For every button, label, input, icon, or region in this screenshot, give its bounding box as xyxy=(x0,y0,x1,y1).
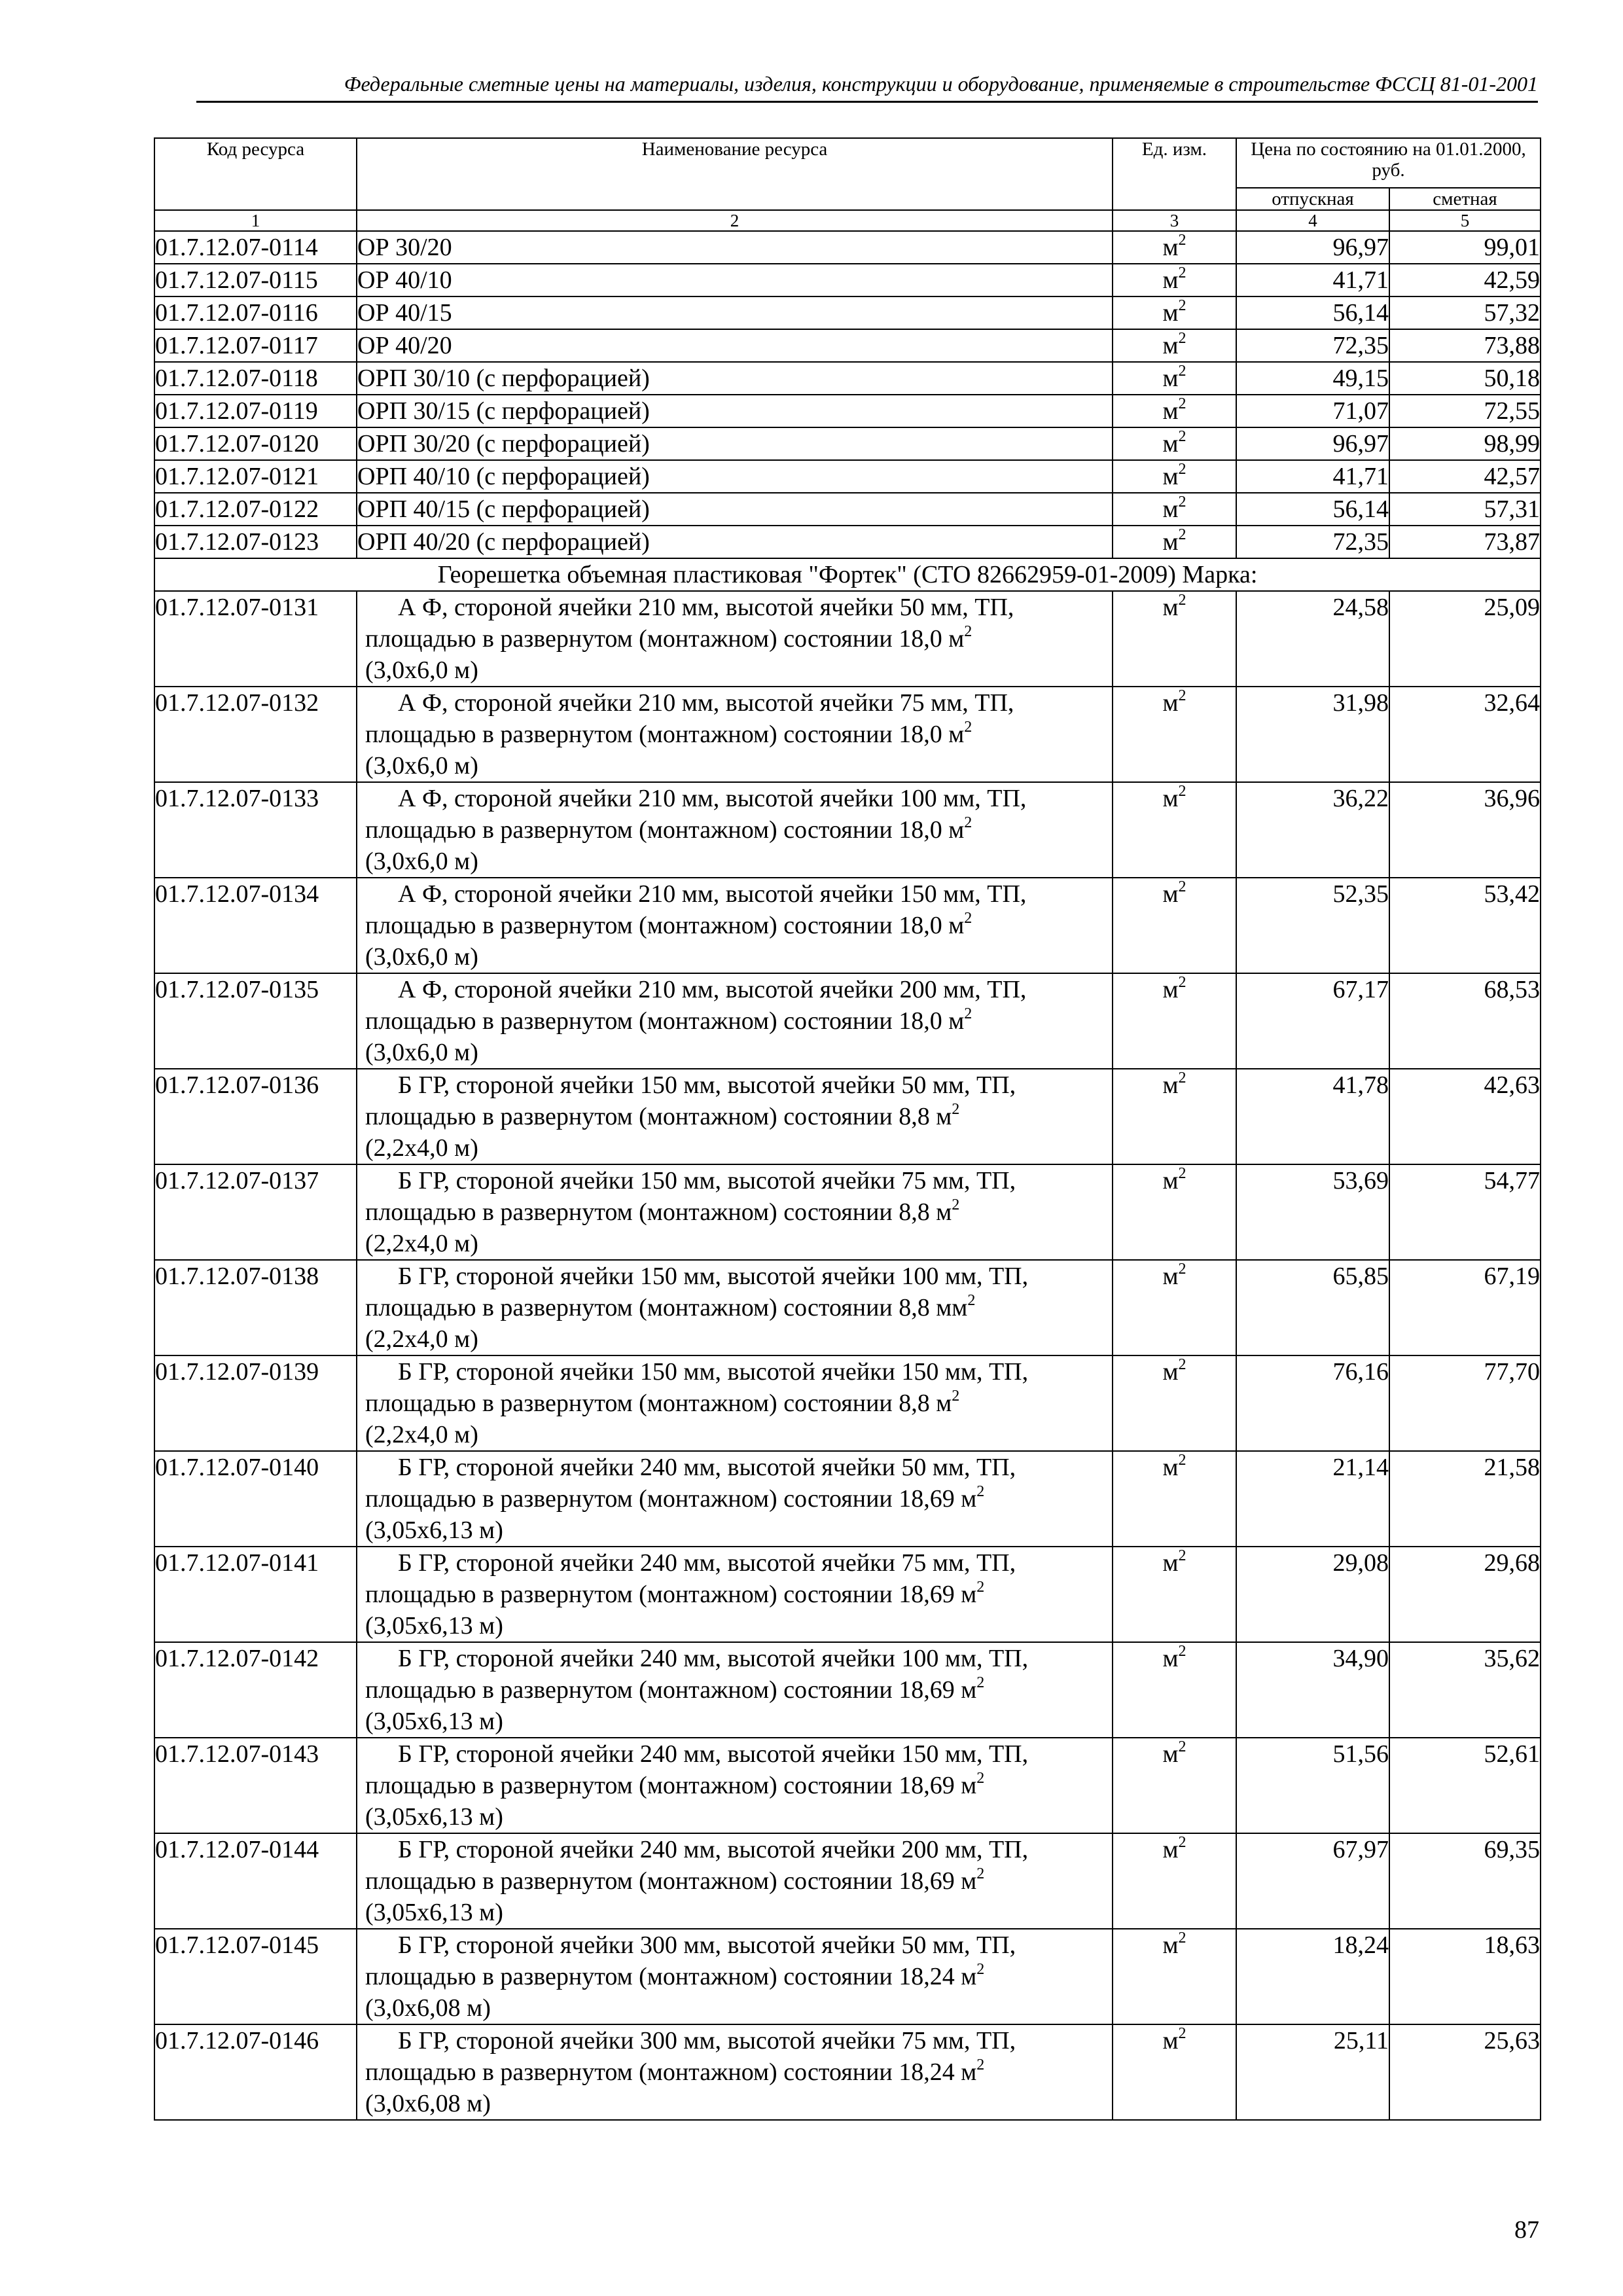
area-superscript: 2 xyxy=(964,719,972,736)
resource-code: 01.7.12.07-0123 xyxy=(154,526,357,558)
price-estimate: 73,87 xyxy=(1389,526,1541,558)
resource-code: 01.7.12.07-0142 xyxy=(154,1642,357,1738)
resource-name-text: Б ГР, стороной ячейки 300 мм, высотой ячейки 75 мм, ТП, площадью в развернутом (монтажном) состоянии 18,24 м xyxy=(365,2027,1016,2086)
table-row xyxy=(154,1164,1541,1260)
price-estimate: 98,99 xyxy=(1389,427,1541,460)
price-estimate: 25,09 xyxy=(1389,591,1541,687)
resource-dimensions: (3,0х6,0 м) xyxy=(365,656,478,684)
resource-code: 01.7.12.07-0122 xyxy=(154,493,357,526)
area-superscript: 2 xyxy=(976,1579,985,1596)
resource-code: 01.7.12.07-0139 xyxy=(154,1355,357,1451)
table-row xyxy=(154,1547,1541,1642)
price-estimate: 52,61 xyxy=(1389,1738,1541,1833)
resource-name: ОРП 30/20 (с перфорацией) xyxy=(357,427,1113,460)
price-release: 76,16 xyxy=(1236,1355,1389,1451)
price-estimate: 67,19 xyxy=(1389,1260,1541,1355)
price-estimate: 57,32 xyxy=(1389,296,1541,329)
unit-superscript: 2 xyxy=(1178,1834,1186,1852)
unit-cell xyxy=(1113,427,1236,460)
unit-text: м xyxy=(1162,495,1179,523)
resource-code: 01.7.12.07-0135 xyxy=(154,973,357,1069)
unit-superscript: 2 xyxy=(1178,974,1186,992)
resource-code: 01.7.12.07-0143 xyxy=(154,1738,357,1833)
price-estimate: 54,77 xyxy=(1389,1164,1541,1260)
resource-dimensions: (3,05х6,13 м) xyxy=(365,1708,503,1735)
unit-cell xyxy=(1113,493,1236,526)
area-superscript: 2 xyxy=(964,910,972,927)
column-index: 2 xyxy=(357,210,1113,231)
resource-code: 01.7.12.07-0133 xyxy=(154,782,357,878)
price-estimate: 32,64 xyxy=(1389,687,1541,782)
resource-dimensions: (3,05х6,13 м) xyxy=(365,1803,503,1831)
column-index: 3 xyxy=(1113,210,1236,231)
area-superscript: 2 xyxy=(964,814,972,832)
unit-text: м xyxy=(1162,528,1179,556)
area-superscript: 2 xyxy=(952,1101,960,1119)
resource-name: ОРП 30/15 (с перфорацией) xyxy=(357,395,1113,427)
unit-cell xyxy=(1113,2024,1236,2120)
price-release: 21,14 xyxy=(1236,1451,1389,1547)
price-release: 31,98 xyxy=(1236,687,1389,782)
resource-name-text: Б ГР, стороной ячейки 150 мм, высотой ячейки 50 мм, ТП, площадью в развернутом (монтажном) состоянии 8,8 м xyxy=(365,1071,1016,1130)
unit-text: м xyxy=(1162,2027,1179,2054)
resource-name xyxy=(357,1642,1113,1738)
price-release: 72,35 xyxy=(1236,526,1389,558)
resource-name-text: Б ГР, стороной ячейки 150 мм, высотой ячейки 150 мм, ТП, площадью в развернутом (монтажном) состоянии 8,8 м xyxy=(365,1358,1029,1417)
resource-name xyxy=(357,591,1113,687)
resource-name: ОР 40/15 xyxy=(357,296,1113,329)
area-superscript: 2 xyxy=(964,1005,972,1023)
price-release: 67,97 xyxy=(1236,1833,1389,1929)
table-row xyxy=(154,427,1541,460)
resource-name xyxy=(357,1355,1113,1451)
price-estimate: 25,63 xyxy=(1389,2024,1541,2120)
resource-name xyxy=(357,1260,1113,1355)
price-release: 49,15 xyxy=(1236,362,1389,395)
resource-name xyxy=(357,1738,1113,1833)
unit-cell xyxy=(1113,1547,1236,1642)
resource-dimensions: (3,0х6,0 м) xyxy=(365,943,478,971)
unit-superscript: 2 xyxy=(1178,592,1186,609)
unit-cell xyxy=(1113,362,1236,395)
unit-cell xyxy=(1113,1738,1236,1833)
table-row xyxy=(154,1451,1541,1547)
price-release: 29,08 xyxy=(1236,1547,1389,1642)
price-estimate: 53,42 xyxy=(1389,878,1541,973)
resource-dimensions: (3,05х6,13 м) xyxy=(365,1899,503,1926)
unit-superscript: 2 xyxy=(1178,2025,1186,2043)
resource-dimensions: (2,2х4,0 м) xyxy=(365,1134,478,1162)
unit-cell xyxy=(1113,329,1236,362)
resource-code: 01.7.12.07-0115 xyxy=(154,264,357,296)
area-superscript: 2 xyxy=(976,1483,985,1501)
price-estimate: 72,55 xyxy=(1389,395,1541,427)
resource-name xyxy=(357,1069,1113,1164)
page-number: 87 xyxy=(1514,2216,1539,2244)
col-header-name: Наименование ресурса xyxy=(357,138,1113,210)
price-release: 96,97 xyxy=(1236,427,1389,460)
price-estimate: 57,31 xyxy=(1389,493,1541,526)
table-row xyxy=(154,526,1541,558)
table-row xyxy=(154,591,1541,687)
unit-text: м xyxy=(1162,1358,1179,1386)
unit-cell xyxy=(1113,1929,1236,2024)
table-row xyxy=(154,493,1541,526)
resource-code: 01.7.12.07-0145 xyxy=(154,1929,357,2024)
resource-code: 01.7.12.07-0116 xyxy=(154,296,357,329)
price-estimate: 50,18 xyxy=(1389,362,1541,395)
unit-superscript: 2 xyxy=(1178,1738,1186,1756)
unit-cell xyxy=(1113,591,1236,687)
resource-code: 01.7.12.07-0146 xyxy=(154,2024,357,2120)
resource-name-text: А Ф, стороной ячейки 210 мм, высотой ячейки 100 мм, ТП, площадью в развернутом (монтажном) состоянии 18,0 м xyxy=(365,785,1027,844)
column-index: 5 xyxy=(1389,210,1541,231)
unit-text: м xyxy=(1162,430,1179,457)
unit-superscript: 2 xyxy=(1178,1547,1186,1565)
unit-cell xyxy=(1113,395,1236,427)
resource-code: 01.7.12.07-0119 xyxy=(154,395,357,427)
price-estimate: 29,68 xyxy=(1389,1547,1541,1642)
unit-cell xyxy=(1113,460,1236,493)
resource-name xyxy=(357,782,1113,878)
resource-dimensions: (2,2х4,0 м) xyxy=(365,1421,478,1448)
resource-name-text: Б ГР, стороной ячейки 240 мм, высотой ячейки 50 мм, ТП, площадью в развернутом (монтажном) состоянии 18,69 м xyxy=(365,1454,1016,1513)
unit-text: м xyxy=(1162,1645,1179,1672)
price-release: 34,90 xyxy=(1236,1642,1389,1738)
price-release: 51,56 xyxy=(1236,1738,1389,1833)
unit-text: м xyxy=(1162,880,1179,908)
unit-cell xyxy=(1113,878,1236,973)
resource-name-text: Б ГР, стороной ячейки 150 мм, высотой ячейки 75 мм, ТП, площадью в развернутом (монтажном) состоянии 8,8 м xyxy=(365,1167,1016,1226)
resource-name xyxy=(357,1833,1113,1929)
section-row xyxy=(154,558,1541,591)
resource-code: 01.7.12.07-0121 xyxy=(154,460,357,493)
area-superscript: 2 xyxy=(976,1961,985,1979)
resource-name xyxy=(357,1451,1113,1547)
resource-code: 01.7.12.07-0138 xyxy=(154,1260,357,1355)
resource-name-text: Б ГР, стороной ячейки 150 мм, высотой ячейки 100 мм, ТП, площадью в развернутом (монтажном) состоянии 8,8 мм xyxy=(365,1263,1029,1321)
unit-cell xyxy=(1113,264,1236,296)
running-header: Федеральные сметные цены на материалы, изделия, конструкции и оборудование, применяемые в строительстве ФССЦ 81-01-2001 xyxy=(344,72,1538,96)
unit-superscript: 2 xyxy=(1178,1643,1186,1660)
unit-text: м xyxy=(1162,397,1179,425)
resource-dimensions: (3,0х6,08 м) xyxy=(365,1994,491,2022)
table-row xyxy=(154,296,1541,329)
resource-code: 01.7.12.07-0140 xyxy=(154,1451,357,1547)
price-release: 36,22 xyxy=(1236,782,1389,878)
table-row xyxy=(154,878,1541,973)
resource-name xyxy=(357,1547,1113,1642)
resource-name-text: Б ГР, стороной ячейки 240 мм, высотой ячейки 200 мм, ТП, площадью в развернутом (монтажном) состоянии 18,69 м xyxy=(365,1836,1029,1895)
unit-text: м xyxy=(1162,1454,1179,1481)
resource-code: 01.7.12.07-0117 xyxy=(154,329,357,362)
resource-code: 01.7.12.07-0134 xyxy=(154,878,357,973)
resource-name: ОРП 30/10 (с перфорацией) xyxy=(357,362,1113,395)
resource-dimensions: (3,0х6,08 м) xyxy=(365,2090,491,2117)
col-header-price-release: отпускная xyxy=(1236,188,1389,210)
price-estimate: 68,53 xyxy=(1389,973,1541,1069)
area-superscript: 2 xyxy=(976,1674,985,1692)
price-release: 56,14 xyxy=(1236,296,1389,329)
unit-superscript: 2 xyxy=(1178,1261,1186,1278)
price-release: 41,71 xyxy=(1236,460,1389,493)
resource-name-text: А Ф, стороной ячейки 210 мм, высотой ячейки 75 мм, ТП, площадью в развернутом (монтажном) состоянии 18,0 м xyxy=(365,689,1014,748)
unit-text: м xyxy=(1162,1931,1179,1959)
resource-code: 01.7.12.07-0136 xyxy=(154,1069,357,1164)
unit-text: м xyxy=(1162,1263,1179,1290)
resource-name xyxy=(357,2024,1113,2120)
resource-code: 01.7.12.07-0144 xyxy=(154,1833,357,1929)
unit-text: м xyxy=(1162,1071,1179,1099)
section-title: Георешетка объемная пластиковая "Фортек" (СТО 82662959-01-2009) Марка: xyxy=(154,558,1541,591)
resource-name: ОРП 40/20 (с перфорацией) xyxy=(357,526,1113,558)
unit-text: м xyxy=(1162,594,1179,621)
unit-text: м xyxy=(1162,234,1179,261)
resource-name: ОР 30/20 xyxy=(357,231,1113,264)
area-superscript: 2 xyxy=(952,1196,960,1214)
price-release: 52,35 xyxy=(1236,878,1389,973)
unit-superscript: 2 xyxy=(1178,878,1186,896)
resource-name-text: А Ф, стороной ячейки 210 мм, высотой ячейки 150 мм, ТП, площадью в развернутом (монтажном) состоянии 18,0 м xyxy=(365,880,1027,939)
price-estimate: 18,63 xyxy=(1389,1929,1541,2024)
unit-cell xyxy=(1113,1451,1236,1547)
table-row xyxy=(154,264,1541,296)
unit-superscript: 2 xyxy=(1178,461,1186,478)
unit-cell xyxy=(1113,1355,1236,1451)
unit-superscript: 2 xyxy=(1178,330,1186,348)
unit-cell xyxy=(1113,1833,1236,1929)
resource-dimensions: (2,2х4,0 м) xyxy=(365,1230,478,1257)
unit-text: м xyxy=(1162,463,1179,490)
resource-code: 01.7.12.07-0132 xyxy=(154,687,357,782)
price-estimate: 21,58 xyxy=(1389,1451,1541,1547)
resource-name xyxy=(357,878,1113,973)
unit-cell xyxy=(1113,1260,1236,1355)
table-row xyxy=(154,973,1541,1069)
unit-cell xyxy=(1113,296,1236,329)
unit-superscript: 2 xyxy=(1178,428,1186,446)
unit-text: м xyxy=(1162,365,1179,392)
price-estimate: 35,62 xyxy=(1389,1642,1541,1738)
unit-superscript: 2 xyxy=(1178,526,1186,544)
col-header-price-group: Цена по состоянию на 01.01.2000, руб. xyxy=(1236,138,1541,188)
unit-superscript: 2 xyxy=(1178,297,1186,315)
price-release: 53,69 xyxy=(1236,1164,1389,1260)
price-release: 25,11 xyxy=(1236,2024,1389,2120)
resource-code: 01.7.12.07-0141 xyxy=(154,1547,357,1642)
price-estimate: 69,35 xyxy=(1389,1833,1541,1929)
table-row xyxy=(154,231,1541,264)
price-release: 24,58 xyxy=(1236,591,1389,687)
resource-dimensions: (3,05х6,13 м) xyxy=(365,1612,503,1640)
area-superscript: 2 xyxy=(964,623,972,641)
resource-code: 01.7.12.07-0118 xyxy=(154,362,357,395)
resource-dimensions: (3,0х6,0 м) xyxy=(365,848,478,875)
unit-superscript: 2 xyxy=(1178,232,1186,249)
resource-name xyxy=(357,1929,1113,2024)
table-row xyxy=(154,1642,1541,1738)
resource-name: ОР 40/20 xyxy=(357,329,1113,362)
unit-text: м xyxy=(1162,299,1179,327)
table-row xyxy=(154,1355,1541,1451)
table-row xyxy=(154,1929,1541,2024)
unit-text: м xyxy=(1162,1740,1179,1768)
price-release: 71,07 xyxy=(1236,395,1389,427)
price-release: 41,71 xyxy=(1236,264,1389,296)
resource-code: 01.7.12.07-0137 xyxy=(154,1164,357,1260)
price-estimate: 73,88 xyxy=(1389,329,1541,362)
unit-text: м xyxy=(1162,1167,1179,1194)
price-release: 18,24 xyxy=(1236,1929,1389,2024)
column-index-row xyxy=(154,210,1541,231)
col-header-code: Код ресурса xyxy=(154,138,357,210)
unit-superscript: 2 xyxy=(1178,264,1186,282)
table-row xyxy=(154,460,1541,493)
resource-code: 01.7.12.07-0114 xyxy=(154,231,357,264)
unit-text: м xyxy=(1162,1836,1179,1863)
col-header-unit: Ед. изм. xyxy=(1113,138,1236,210)
price-release: 67,17 xyxy=(1236,973,1389,1069)
price-estimate: 36,96 xyxy=(1389,782,1541,878)
table-row xyxy=(154,1069,1541,1164)
unit-superscript: 2 xyxy=(1178,1069,1186,1087)
unit-cell xyxy=(1113,1164,1236,1260)
area-superscript: 2 xyxy=(976,1865,985,1883)
area-superscript: 2 xyxy=(976,2056,985,2074)
table-row xyxy=(154,687,1541,782)
price-release: 56,14 xyxy=(1236,493,1389,526)
price-release: 72,35 xyxy=(1236,329,1389,362)
unit-cell xyxy=(1113,1642,1236,1738)
area-superscript: 2 xyxy=(952,1388,960,1405)
unit-text: м xyxy=(1162,266,1179,294)
unit-text: м xyxy=(1162,332,1179,359)
column-index: 1 xyxy=(154,210,357,231)
unit-text: м xyxy=(1162,1549,1179,1577)
unit-text: м xyxy=(1162,689,1179,717)
table-row xyxy=(154,1260,1541,1355)
price-release: 96,97 xyxy=(1236,231,1389,264)
unit-superscript: 2 xyxy=(1178,1929,1186,1947)
unit-cell xyxy=(1113,687,1236,782)
table-row xyxy=(154,395,1541,427)
price-estimate: 77,70 xyxy=(1389,1355,1541,1451)
price-estimate: 42,63 xyxy=(1389,1069,1541,1164)
table-row xyxy=(154,362,1541,395)
price-table xyxy=(154,137,1541,2121)
resource-code: 01.7.12.07-0131 xyxy=(154,591,357,687)
unit-cell xyxy=(1113,973,1236,1069)
resource-code: 01.7.12.07-0120 xyxy=(154,427,357,460)
col-header-price-estimate: сметная xyxy=(1389,188,1541,210)
resource-name-text: А Ф, стороной ячейки 210 мм, высотой ячейки 50 мм, ТП, площадью в развернутом (монтажном) состоянии 18,0 м xyxy=(365,594,1014,653)
column-index: 4 xyxy=(1236,210,1389,231)
table-row xyxy=(154,1738,1541,1833)
resource-name-text: Б ГР, стороной ячейки 240 мм, высотой ячейки 100 мм, ТП, площадью в развернутом (монтажном) состоянии 18,69 м xyxy=(365,1645,1029,1704)
unit-superscript: 2 xyxy=(1178,687,1186,705)
resource-name-text: Б ГР, стороной ячейки 240 мм, высотой ячейки 150 мм, ТП, площадью в развернутом (монтажном) состоянии 18,69 м xyxy=(365,1740,1029,1799)
resource-name xyxy=(357,1164,1113,1260)
resource-name: ОРП 40/15 (с перфорацией) xyxy=(357,493,1113,526)
price-release: 41,78 xyxy=(1236,1069,1389,1164)
resource-name: ОР 40/10 xyxy=(357,264,1113,296)
unit-superscript: 2 xyxy=(1178,1356,1186,1374)
unit-superscript: 2 xyxy=(1178,783,1186,800)
unit-superscript: 2 xyxy=(1178,363,1186,380)
unit-superscript: 2 xyxy=(1178,493,1186,511)
resource-name: ОРП 40/10 (с перфорацией) xyxy=(357,460,1113,493)
price-estimate: 42,57 xyxy=(1389,460,1541,493)
resource-dimensions: (3,0х6,0 м) xyxy=(365,1039,478,1066)
table-row xyxy=(154,2024,1541,2120)
unit-cell xyxy=(1113,526,1236,558)
resource-name-text: Б ГР, стороной ячейки 300 мм, высотой ячейки 50 мм, ТП, площадью в развернутом (монтажном) состоянии 18,24 м xyxy=(365,1931,1016,1990)
unit-superscript: 2 xyxy=(1178,1452,1186,1469)
unit-cell xyxy=(1113,1069,1236,1164)
unit-cell xyxy=(1113,782,1236,878)
resource-name xyxy=(357,687,1113,782)
resource-name xyxy=(357,973,1113,1069)
area-superscript: 2 xyxy=(976,1770,985,1787)
resource-dimensions: (2,2х4,0 м) xyxy=(365,1325,478,1353)
price-estimate: 42,59 xyxy=(1389,264,1541,296)
unit-text: м xyxy=(1162,785,1179,812)
unit-superscript: 2 xyxy=(1178,395,1186,413)
resource-name-text: А Ф, стороной ячейки 210 мм, высотой ячейки 200 мм, ТП, площадью в развернутом (монтажном) состоянии 18,0 м xyxy=(365,976,1027,1035)
table-row xyxy=(154,782,1541,878)
table-row xyxy=(154,329,1541,362)
table-row xyxy=(154,1833,1541,1929)
price-release: 65,85 xyxy=(1236,1260,1389,1355)
price-estimate: 99,01 xyxy=(1389,231,1541,264)
header-rule xyxy=(196,101,1538,103)
unit-text: м xyxy=(1162,976,1179,1003)
unit-superscript: 2 xyxy=(1178,1165,1186,1183)
resource-dimensions: (3,0х6,0 м) xyxy=(365,752,478,780)
resource-name-text: Б ГР, стороной ячейки 240 мм, высотой ячейки 75 мм, ТП, площадью в развернутом (монтажном) состоянии 18,69 м xyxy=(365,1549,1016,1608)
area-superscript: 2 xyxy=(967,1292,976,1310)
unit-cell xyxy=(1113,231,1236,264)
resource-dimensions: (3,05х6,13 м) xyxy=(365,1516,503,1544)
